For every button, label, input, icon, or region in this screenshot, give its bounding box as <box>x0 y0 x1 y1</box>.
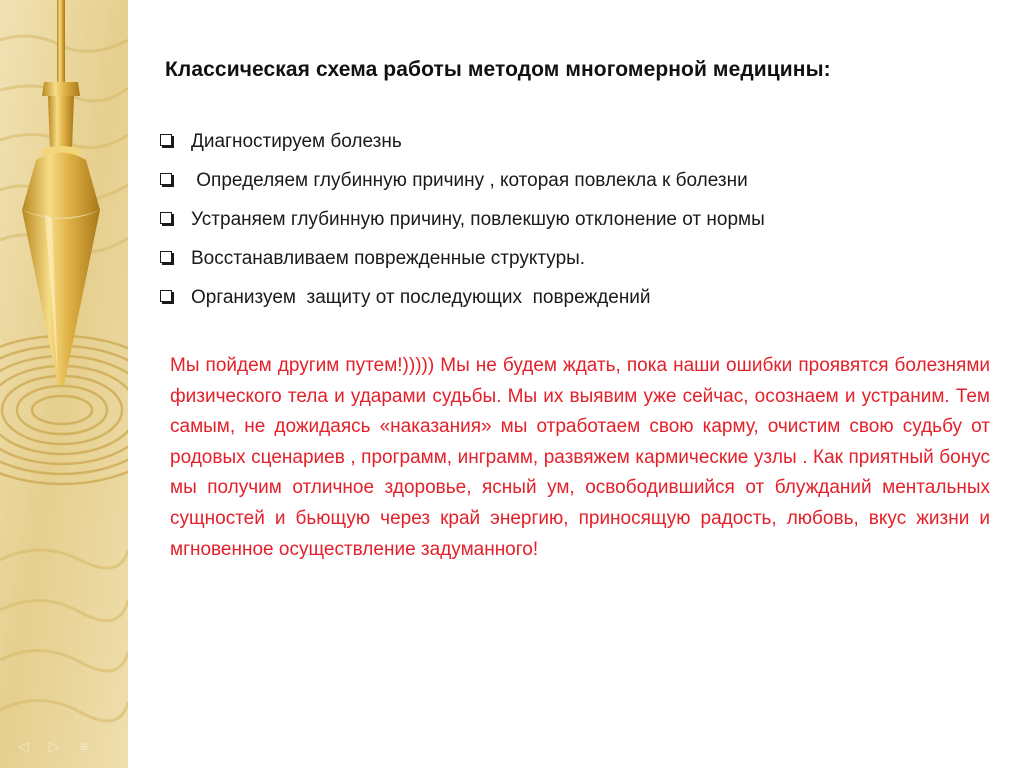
pendulum-icon <box>0 0 128 768</box>
checkbox-icon <box>160 134 172 146</box>
list-item <box>160 200 1000 239</box>
slide-title: Классическая схема работы методом многомерной медицины: <box>165 58 831 81</box>
list-item <box>160 239 1000 278</box>
prev-slide-icon[interactable]: ◁ <box>18 738 29 754</box>
checkbox-icon <box>160 290 172 302</box>
list-item <box>160 161 1000 200</box>
list-item <box>160 278 1000 317</box>
pendulum-image-panel <box>0 0 128 768</box>
bullet-list <box>160 122 1000 317</box>
main-paragraph: Мы пойдем другим путем!))))) Мы не будем ждать, пока наши ошибки проявятся болезнями физического тела и ударами судьбы. Мы их выявим уже сейчас, осознаем и устраним. Тем самым, не дожидаясь «наказания» мы отработаем свою карму, очистим свою судьбу от родовых сценариев , программ, инграмм, развяжем кармические узлы . Как приятный бонус мы получим отличное здоровье, ясный ум, освободившийся от блужданий ментальных сущностей и бьющую через край энергию, приносящую радость, любовь, вкус жизни и мгновенное осуществление задуманного! <box>170 355 990 560</box>
bullet-text: Организуем защиту от последующих повреждений <box>191 286 651 308</box>
bullet-text: Восстанавливаем поврежденные структуры. <box>191 247 586 269</box>
checkbox-icon <box>160 173 172 185</box>
bullet-text: Устраняем глубинную причину, повлекшую отклонение от нормы <box>191 208 765 230</box>
slide-nav-controls <box>18 738 88 755</box>
list-item <box>160 122 1000 161</box>
menu-icon[interactable]: ≡ <box>79 738 88 754</box>
bullet-text: Диагностируем болезнь <box>191 130 402 152</box>
checkbox-icon <box>160 251 172 263</box>
bullet-text: Определяем глубинную причину , которая повлекла к болезни <box>191 169 748 191</box>
checkbox-icon <box>160 212 172 224</box>
next-slide-icon[interactable]: ▷ <box>48 738 60 754</box>
